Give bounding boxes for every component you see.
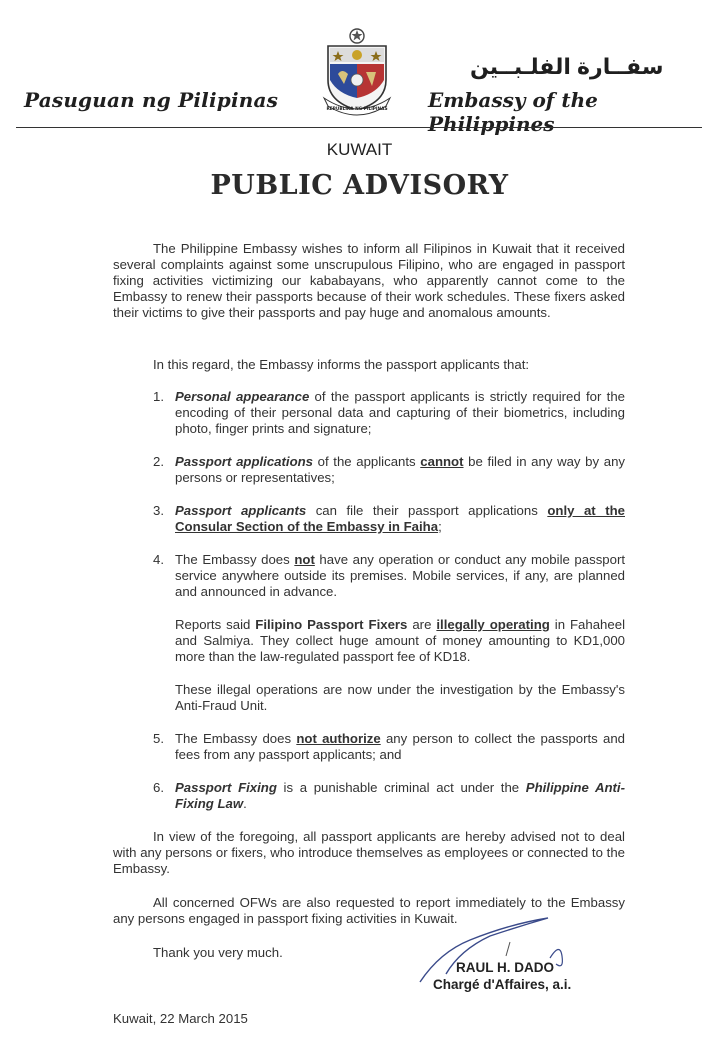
philippine-seal-icon — [320, 24, 394, 116]
list-item — [153, 552, 625, 600]
item-lead: Personal appearance — [175, 389, 310, 404]
letterhead-english-name: Embassy of the Philippines — [428, 88, 598, 136]
item-text: of the passport applicants is strictly required for the encoding of their personal data and capturing of their biometrics, including photo, finger prints and signature; — [175, 389, 625, 436]
item-number: 3. — [153, 503, 164, 518]
investigation-paragraph: These illegal operations are now under the investigation by the Embassy's Anti-Fraud Unit. — [175, 682, 625, 713]
item-text: be filed in any way by any persons or representatives; — [175, 454, 625, 485]
item-text: ; — [438, 519, 442, 534]
item-number: 6. — [153, 780, 164, 795]
signatory-title: Chargé d'Affaires, a.i. — [433, 977, 572, 992]
item-text: . — [243, 796, 247, 811]
letterhead-arabic-name: سفــارة الفلـبــين — [470, 54, 664, 79]
item-text: any person to collect the passports and fees from any passport applicants; and — [175, 731, 625, 762]
item-lead: Philippine Anti-Fixing Law — [175, 780, 625, 811]
list-item — [153, 454, 625, 486]
list-item — [153, 389, 625, 437]
letterhead-divider — [16, 127, 702, 128]
item-text: is a punishable criminal act under the — [276, 780, 526, 795]
document-date: Kuwait, 22 March 2015 — [113, 1011, 248, 1026]
letterhead-filipino-name: Pasuguan ng Pilipinas — [24, 88, 279, 112]
item-number: 1. — [153, 389, 164, 404]
signatory-name: RAUL H. DADO — [456, 960, 555, 975]
item-text: have any operation or conduct any mobile passport service anywhere outside its premises. Mobile services, if any, are planned and announced in advance. — [175, 552, 626, 599]
item-text: The Embassy does — [175, 552, 295, 567]
item-number: 5. — [153, 731, 164, 746]
item-lead: Passport applicants — [175, 503, 307, 518]
item-lead: Passport Fixing — [175, 780, 277, 795]
fixers-bold: Filipino Passport Fixers — [255, 617, 408, 632]
intro-paragraph: The Philippine Embassy wishes to inform all Filipinos in Kuwait that it received several complaints against some unscrupulous Filipino, who are engaged in passport fixing activities victimizing our kababayans, who apparently cannot come to the Embassy to renew their passports because of their work schedules. These fixers asked their victims to give their passports and pay huge and anomalous amounts. — [113, 241, 625, 320]
seal-motto: REPUBLIKA NG PILIPINAS — [326, 107, 388, 112]
list-item — [153, 731, 625, 763]
item-emphasis: not — [294, 552, 315, 567]
item-emphasis: only at the Consular Section of the Embassy in Faiha — [175, 503, 625, 534]
item-text: The Embassy does — [175, 731, 297, 746]
regard-paragraph: In this regard, the Embassy informs the passport applicants that: — [153, 357, 530, 372]
location-heading: KUWAIT — [326, 140, 393, 159]
list-item — [153, 780, 625, 812]
item-emphasis: not authorize — [296, 731, 381, 746]
page-title: PUBLIC ADVISORY — [210, 170, 509, 201]
list-item — [153, 503, 625, 535]
item-number: 4. — [153, 552, 164, 567]
item-number: 2. — [153, 454, 164, 469]
fixers-paragraph: Reports said Filipino Passport Fixers are illegally operating in Fahaheel and Salmiya. They collect huge amount of money amounting to KD1,000 more than the law-regulated passport fee of KD18. — [175, 617, 625, 664]
ofws-paragraph: All concerned OFWs are also requested to report immediately to the Embassy any persons engaged in passport fixing activities in Kuwait. — [113, 895, 625, 926]
foregoing-paragraph: In view of the foregoing, all passport applicants are hereby advised not to deal with any persons or fixers, who introduce themselves as employees or connected to the Embassy. — [113, 829, 625, 876]
item-emphasis: cannot — [420, 454, 464, 469]
item-lead: Passport applications — [175, 454, 314, 469]
item-text: can file their passport applications — [306, 503, 548, 518]
item-text: of the applicants — [313, 454, 421, 469]
thank-you-line: Thank you very much. — [153, 945, 283, 960]
fixers-emphasis: illegally operating — [436, 617, 550, 632]
